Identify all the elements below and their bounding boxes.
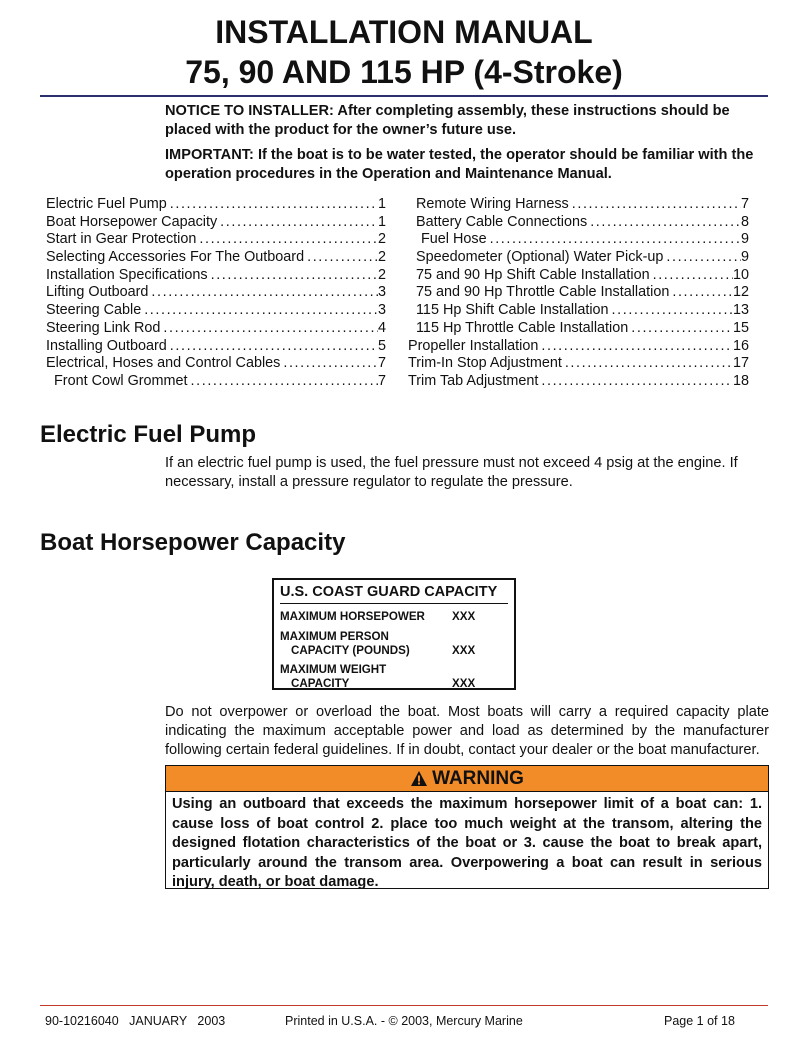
toc-entry[interactable]: Electrical, Hoses and Control Cables . . . 7 (46, 355, 386, 373)
capacity-row-label: MAXIMUM HORSEPOWER (280, 610, 425, 623)
installer-notice: NOTICE TO INSTALLER: After completing assembly, these instructions should be placed with the product for the owner’s future use. (165, 103, 730, 138)
toc-entry[interactable]: Steering Link Rod . . . 4 (46, 320, 386, 338)
footer-printed: Printed in U.S.A. - © 2003, Mercury Marine (285, 1014, 523, 1028)
toc-entry[interactable]: Fuel Hose . . . 9 (408, 231, 749, 249)
toc-entry[interactable]: Selecting Accessories For The Outboard . . . 2 (46, 249, 386, 267)
capacity-row-value: XXX (452, 610, 476, 623)
capacity-plate-title: U.S. COAST GUARD CAPACITY (280, 582, 508, 604)
warning-box (165, 765, 769, 889)
capacity-plate (272, 578, 516, 690)
manual-subtitle: 75, 90 AND 115 HP (4-Stroke) (185, 54, 623, 90)
capacity-row-label: MAXIMUM WEIGHT (280, 663, 387, 676)
toc-entry[interactable]: 115 Hp Throttle Cable Installation . . . 15 (408, 320, 749, 338)
toc-entry[interactable]: Lifting Outboard . . . 3 (46, 284, 386, 302)
electric-fuel-pump-text: If an electric fuel pump is used, the fuel pressure must not exceed 4 psig at the engine. If necessary, install a pressure regulator to regulate the pressure. (165, 455, 738, 490)
capacity-row-label: CAPACITY (291, 677, 350, 690)
warning-label: WARNING (432, 767, 524, 789)
capacity-row-label: MAXIMUM PERSON (280, 630, 389, 643)
toc-entry[interactable]: Front Cowl Grommet . . . 7 (46, 373, 386, 391)
toc-entry[interactable]: Propeller Installation . . . 16 (408, 338, 749, 356)
toc-entry[interactable]: Steering Cable . . . 3 (46, 302, 386, 320)
manual-title: INSTALLATION MANUAL (215, 14, 593, 50)
toc-entry[interactable]: Boat Horsepower Capacity . . . 1 (46, 214, 386, 232)
capacity-row-value: XXX (452, 677, 476, 690)
toc-entry[interactable]: Speedometer (Optional) Water Pick-up . . . 9 (408, 249, 749, 267)
capacity-row-label: CAPACITY (POUNDS) (291, 644, 410, 657)
toc-entry[interactable]: Battery Cable Connections . . . 8 (408, 214, 749, 232)
toc-entry[interactable]: Remote Wiring Harness . . . 7 (408, 196, 749, 214)
toc-entry[interactable]: Installing Outboard . . . 5 (46, 338, 386, 356)
table-of-contents-right (408, 196, 749, 391)
toc-entry[interactable]: Installation Specifications . . . 2 (46, 267, 386, 285)
footer-doc-number: 90-10216040 JANUARY 2003 (45, 1014, 226, 1028)
header-rule (40, 95, 768, 97)
section-heading-electric-fuel-pump: Electric Fuel Pump (40, 421, 257, 448)
warning-text: Using an outboard that exceeds the maximum horsepower limit of a boat can: 1. cause loss of boat control 2. place too much weight at the transom, altering the designed flotation characteristics of the boat or 3. cause the boat to break apart, particularly around the transom area. Overpowering a boat can result in serious injury, death, or boat damage. (172, 796, 762, 890)
warning-header (166, 766, 768, 792)
capacity-row-value: XXX (452, 644, 476, 657)
warning-triangle-icon (410, 770, 428, 787)
table-of-contents-left (46, 196, 386, 391)
section-heading-boat-horsepower-capacity: Boat Horsepower Capacity (40, 529, 346, 556)
toc-entry[interactable]: Trim Tab Adjustment . . . 18 (408, 373, 749, 391)
footer-page-number: Page 1 of 18 (664, 1014, 735, 1028)
toc-entry[interactable]: Trim-In Stop Adjustment . . . 17 (408, 355, 749, 373)
toc-entry[interactable]: Electric Fuel Pump . . . 1 (46, 196, 386, 214)
toc-entry[interactable]: 115 Hp Shift Cable Installation . . . 13 (408, 302, 749, 320)
toc-entry[interactable]: 75 and 90 Hp Throttle Cable Installation . . . 12 (408, 284, 749, 302)
boat-horsepower-capacity-text: Do not overpower or overload the boat. Most boats will carry a required capacity plate indicating the maximum acceptable power and load as determined by the manufacturer following certain federal guidelines. If in doubt, contact your dealer or the boat manufacturer. (165, 704, 769, 758)
toc-entry[interactable]: Start in Gear Protection . . . 2 (46, 231, 386, 249)
important-notice: IMPORTANT: If the boat is to be water tested, the operator should be familiar with the operation procedures in the Operation and Maintenance Manual. (165, 147, 754, 182)
toc-entry[interactable]: 75 and 90 Hp Shift Cable Installation . . . 10 (408, 267, 749, 285)
footer-rule (40, 1005, 768, 1006)
